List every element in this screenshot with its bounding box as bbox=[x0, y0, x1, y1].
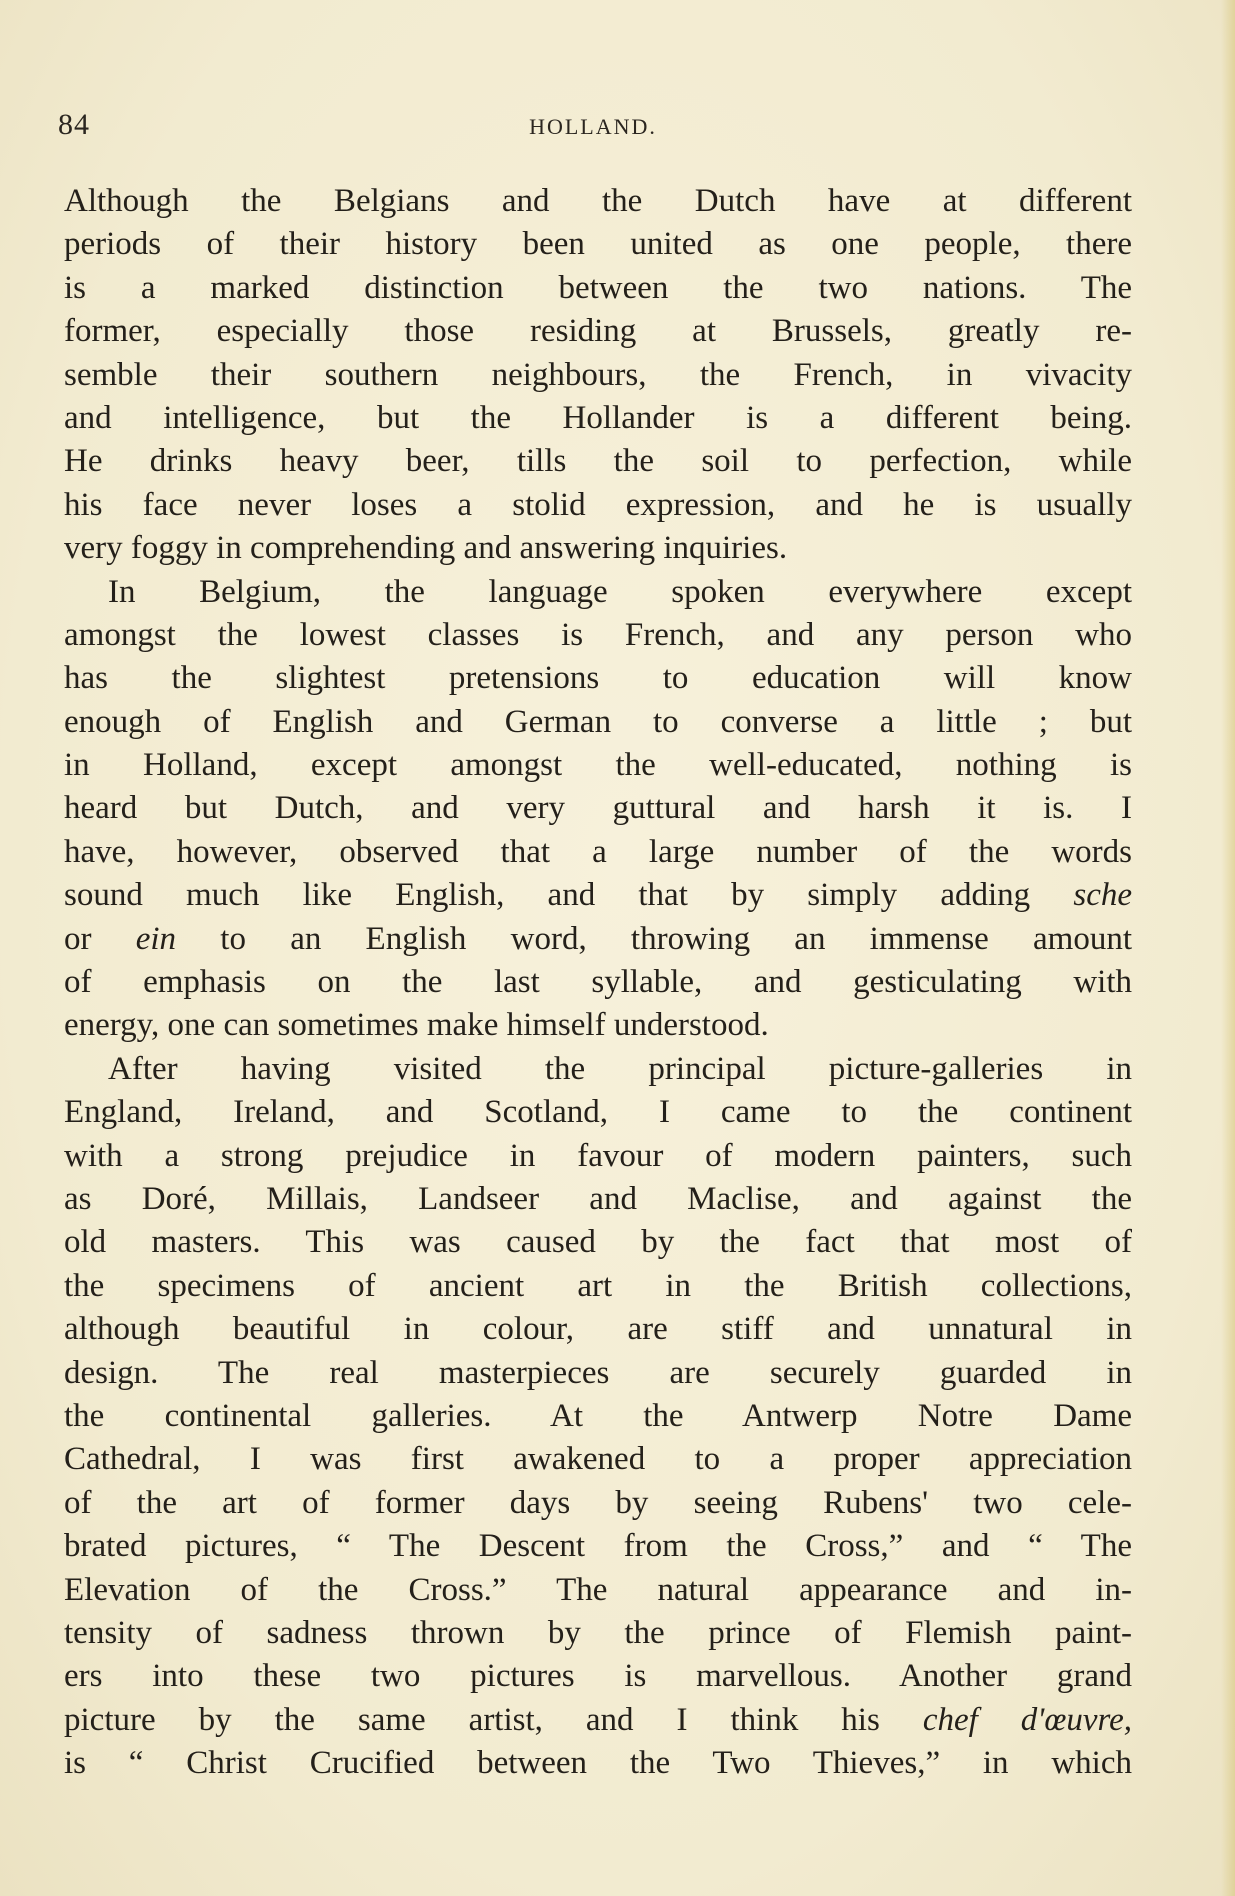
italic-word: ein bbox=[135, 920, 177, 957]
text-line: of the art of former days by seeing Rubens' two cele- bbox=[64, 1484, 1132, 1521]
text-line: enough of English and German to converse a little ; but bbox=[64, 703, 1132, 740]
text-line: Elevation of the Cross.” The natural appearance and in- bbox=[64, 1571, 1132, 1608]
text-line bbox=[64, 918, 1132, 961]
text-line: former, especially those residing at Brussels, greatly re- bbox=[64, 313, 1132, 350]
page-number: 84 bbox=[58, 108, 90, 141]
text-line: have, however, observed that a large number of the words bbox=[64, 833, 1132, 870]
text-line: the continental galleries. At the Antwerp Notre Dame bbox=[64, 1397, 1132, 1434]
text-line: as Doré, Millais, Landseer and Maclise, and against the bbox=[64, 1180, 1132, 1217]
text-line: and intelligence, but the Hollander is a different being. bbox=[64, 399, 1132, 436]
text-line: old masters. This was caused by the fact that most of bbox=[64, 1224, 1132, 1261]
text-line: of emphasis on the last syllable, and gesticulating with bbox=[64, 964, 1132, 1001]
text-line: semble their southern neighbours, the French, in vivacity bbox=[64, 356, 1132, 393]
text-line: although beautiful in colour, are stiff and unnatural in bbox=[64, 1311, 1132, 1348]
page-edge-shading bbox=[1221, 0, 1235, 1896]
text-fragment: or bbox=[64, 920, 92, 957]
text-fragment: to an English word, throwing an immense amount bbox=[220, 920, 1133, 957]
text-line bbox=[64, 874, 1132, 917]
text-line: In Belgium, the language spoken everywhere except bbox=[108, 573, 1132, 610]
text-line: his face never loses a stolid expression, and he is usually bbox=[64, 486, 1132, 523]
text-line: Cathedral, I was first awakened to a proper appreciation bbox=[64, 1441, 1132, 1478]
text-fragment: picture by the same artist, and I think his bbox=[64, 1701, 880, 1738]
italic-word: sche bbox=[1073, 877, 1132, 914]
text-line: very foggy in comprehending and answering inquiries. bbox=[64, 530, 788, 567]
text-line: After having visited the principal picture-galleries in bbox=[108, 1050, 1132, 1087]
running-head bbox=[58, 108, 1128, 148]
text-line: brated pictures, “ The Descent from the Cross,” and “ The bbox=[64, 1528, 1132, 1565]
text-line: design. The real masterpieces are securely guarded in bbox=[64, 1354, 1132, 1391]
text-line: in Holland, except amongst the well-educated, nothing is bbox=[64, 747, 1132, 784]
running-title: HOLLAND. bbox=[529, 114, 657, 139]
text-line: periods of their history been united as one people, there bbox=[64, 226, 1132, 263]
text-line: is a marked distinction between the two nations. The bbox=[64, 269, 1132, 306]
body-text bbox=[64, 180, 1132, 1785]
text-line: has the slightest pretensions to education will know bbox=[64, 660, 1132, 697]
text-line: ers into these two pictures is marvellous. Another grand bbox=[64, 1658, 1132, 1695]
text-line: heard but Dutch, and very guttural and harsh it is. I bbox=[64, 790, 1132, 827]
italic-word: chef d'œuvre, bbox=[922, 1701, 1132, 1738]
text-line bbox=[64, 1699, 1132, 1742]
text-line: He drinks heavy beer, tills the soil to perfection, while bbox=[64, 443, 1132, 480]
text-line: tensity of sadness thrown by the prince of Flemish paint- bbox=[64, 1614, 1132, 1651]
text-line: with a strong prejudice in favour of modern painters, such bbox=[64, 1137, 1132, 1174]
text-line: Although the Belgians and the Dutch have at different bbox=[64, 183, 1132, 219]
text-line: energy, one can sometimes make himself understood. bbox=[64, 1007, 769, 1044]
text-line: is “ Christ Crucified between the Two Thieves,” in which bbox=[64, 1745, 1132, 1782]
text-line: England, Ireland, and Scotland, I came to the continent bbox=[64, 1094, 1132, 1131]
text-line: amongst the lowest classes is French, and any person who bbox=[64, 616, 1132, 653]
text-line: the specimens of ancient art in the British collections, bbox=[64, 1267, 1132, 1304]
text-fragment: sound much like English, and that by simply adding bbox=[64, 877, 1031, 914]
